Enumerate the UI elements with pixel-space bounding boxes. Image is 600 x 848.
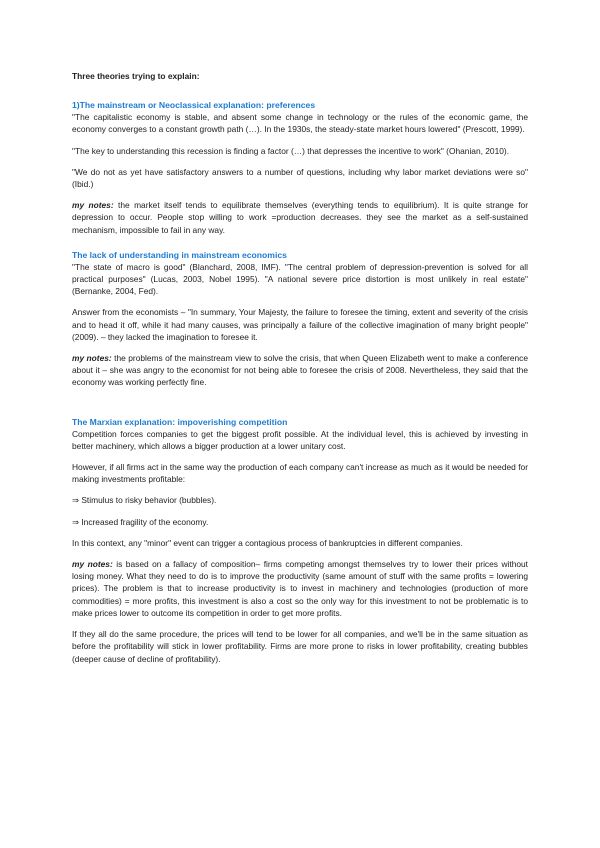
bullet-fragility: ⇒ Increased fragility of the economy. xyxy=(72,516,209,527)
paragraph-however: However, if all firms act in the same way the production of each company can't increase as much as it would be needed for making investments profitable: xyxy=(72,462,528,485)
notes-marxian xyxy=(72,558,528,619)
paragraph-competition: Competition forces companies to get the biggest profit possible. At the individual level, this is achieved by investing in better machinery, which allows a bigger production at a lower unitary cost. xyxy=(72,428,528,451)
notes-neoclassical xyxy=(72,199,528,236)
section-heading-marxian: The Marxian explanation: impoverishing competition xyxy=(72,416,288,427)
notes-text: the market itself tends to equilibrate themselves (everything tends to equilibrium). It is quite strange for depression to occur. People stop willing to work =production decreases. they see the market as a self-sustained mechanism, impossible to fail in any way. xyxy=(72,200,529,235)
notes-text: is based on a fallacy of composition– firms competing amongst themselves try to lower their prices without losing money. What they need to do is to improve the productivity (same amount of stuff with the same profits = lowering prices). The problem is that to increase productivity is to invest in machinery and technologies (production of more commodities) = more profits, this investment is also a cost so the only way for this investment to not be problematic is to make prices lower to outcome its competition in order to get more profits. xyxy=(72,559,528,618)
notes-label: my notes: xyxy=(72,559,113,570)
section-heading-lack-of-understanding: The lack of understanding in mainstream economics xyxy=(72,249,287,260)
page-title: Three theories trying to explain: xyxy=(72,71,200,81)
quote-prescott: "The capitalistic economy is stable, and absent some change in technology or the rules of the economic game, the economy converges to a constant growth path (…). In the 1930s, the steady-state market hours lowered" (Prescott, 1999). xyxy=(72,112,528,135)
notes-label: my notes: xyxy=(72,200,114,211)
quote-ibid: "We do not as yet have satisfactory answers to a number of questions, including why labor market deviations were so" (Ibid.) xyxy=(72,166,528,190)
quotes-blanchard-lucas-bernanke: "The state of macro is good" (Blanchard, 2008, IMF). "The central problem of depression-prevention is solved for all practical purposes" (Lucas, 2003, Nobel 1995). "A national severe price distortion is most unlikely in real estate" (Bernanke, 2004, Fed). xyxy=(72,261,528,297)
section-heading-neoclassical: 1)The mainstream or Neoclassical explanation: preferences xyxy=(72,100,316,111)
notes-text: the problems of the mainstream view to solve the crisis, that when Queen Elizabeth went to make a conference about it – she was angry to the economist for not being able to foresee the crisis of 2008. Nevertheless, they said that the economy was working perfectly fine. xyxy=(72,353,528,388)
paragraph-procedure: If they all do the same procedure, the prices will tend to be lower for all companies, and we'll be in the same situation as before the profitability will stick in lower profitability. Firms are more prone to risks in lower profitability, creating bubbles (deeper cause of decline of profitability). xyxy=(72,629,528,664)
answer-economists: Answer from the economists – "In summary, Your Majesty, the failure to foresee the timing, extent and severity of the crisis and to head it off, while it had many causes, was principally a failure of the collective imagination of many bright people" (2009). – they lacked the imagination to foresee it. xyxy=(72,307,528,342)
bullet-risky-behavior: ⇒ Stimulus to risky behavior (bubbles). xyxy=(72,495,217,506)
document-content xyxy=(72,70,528,665)
paragraph-context: In this context, any "minor" event can trigger a contagious process of bankruptcies in different companies. xyxy=(72,537,463,548)
notes-mainstream xyxy=(72,352,528,389)
quote-ohanian: "The key to understanding this recession is finding a factor (…) that depresses the incentive to work" (Ohanian, 2010). xyxy=(72,145,510,156)
notes-label: my notes: xyxy=(72,353,112,364)
